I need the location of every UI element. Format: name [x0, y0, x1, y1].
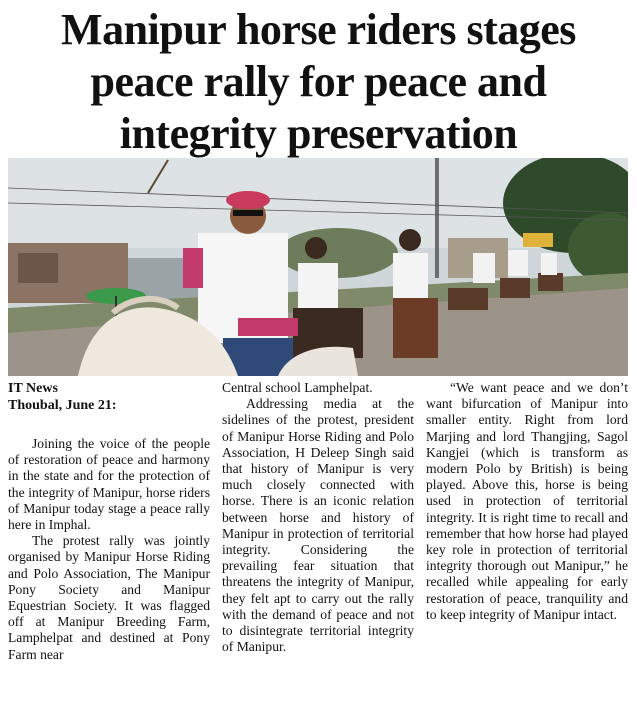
article-paragraph: Joining the voice of the people of restoration of peace and harmony in the state and for the protection of the integrity of Manipur, horse riders of Manipur today stage a peace rally here in Imphal. — [8, 436, 210, 533]
article-column-3 — [426, 380, 628, 623]
headline-line-2: peace rally for peace and — [90, 57, 547, 106]
article-paragraph-continued: Central school Lamphelpat. — [222, 380, 373, 395]
byline-source: IT News — [8, 381, 58, 396]
headline — [0, 4, 637, 160]
headline-line-1: Manipur horse riders stages — [61, 5, 576, 54]
article-column-2 — [222, 380, 414, 655]
article-paragraph: Addressing media at the sidelines of the protest, president of Manipur Horse Riding and Polo Association, H Deleep Singh said that history of Manipur is very much closely connected with horse. There is an iconic relation between horse and history of Manipur in protection of territorial integrity. Considering the prevailing fear situation that threatens the integrity of Manipur, they felt apt to carry out the rally with the demand of peace and not to disintegrate territorial integrity of Manipur. — [222, 396, 414, 655]
headline-line-3: integrity preservation — [119, 109, 518, 158]
article-column-1 — [8, 380, 210, 663]
news-photo — [8, 158, 628, 376]
article-paragraph: “We want peace and we don’t want bifurcation of Manipur into smaller entity. Right from lord Marjing and lord Thangjing, Sagol Kangjei (which is transform as modern Polo by British) is being played. Above this, horse is being used in protection of territorial integrity. It is right time to recall and remember that how horse had played key role in protection of territorial integrity thorough out Manipur,” he recalled while appealing for early restoration of peace, tranquility and to keep integrity of Manipur intact. — [426, 380, 628, 622]
horse-rally-photo-icon — [8, 158, 628, 376]
article-paragraph: The protest rally was jointly organised by Manipur Horse Riding and Polo Association, The Manipur Pony Society and Manipur Equestrian Society. It was flagged off at Manipur Breeding Farm, Lamphelpat and destined at Pony Farm near — [8, 533, 210, 662]
byline-dateline: Thoubal, June 21: — [8, 398, 117, 413]
